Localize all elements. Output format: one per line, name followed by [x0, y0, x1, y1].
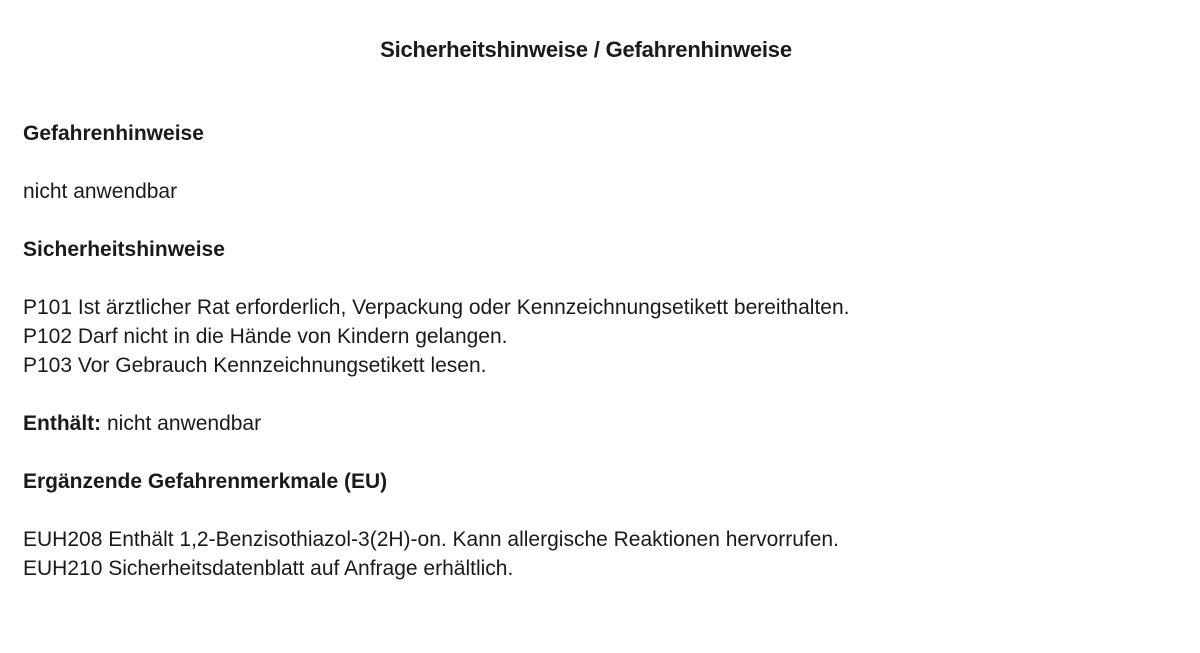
- safety-line-p102: P102 Darf nicht in die Hände von Kindern gelangen.: [23, 325, 508, 348]
- document-content: [23, 119, 1173, 583]
- spacer: [23, 264, 1173, 293]
- supplemental-line-euh208: EUH208 Enthält 1,2-Benzisothiazol-3(2H)-on. Kann allergische Reaktionen hervorrufen.: [23, 528, 839, 551]
- document-title: Sicherheitshinweise / Gefahrenhinweise: [380, 37, 792, 62]
- spacer: [23, 148, 1173, 177]
- spacer: [23, 206, 1173, 235]
- contains-line: [23, 409, 1173, 438]
- spacer: [23, 438, 1173, 467]
- spacer: [23, 380, 1173, 409]
- safety-line-p103: P103 Vor Gebrauch Kennzeichnungsetikett lesen.: [23, 354, 487, 377]
- hazard-text: nicht anwendbar: [23, 180, 178, 203]
- contains-label: Enthält:: [23, 412, 102, 435]
- hazard-heading: Gefahrenhinweise: [23, 122, 204, 145]
- safety-line-p101: P101 Ist ärztlicher Rat erforderlich, Verpackung oder Kennzeichnungsetikett bereithalten.: [23, 296, 850, 319]
- safety-heading: Sicherheitshinweise: [23, 238, 225, 261]
- supplemental-line-euh210: EUH210 Sicherheitsdatenblatt auf Anfrage erhältlich.: [23, 557, 514, 580]
- contains-value: nicht anwendbar: [101, 412, 262, 435]
- spacer: [23, 496, 1173, 525]
- supplemental-heading: Ergänzende Gefahrenmerkmale (EU): [23, 470, 388, 493]
